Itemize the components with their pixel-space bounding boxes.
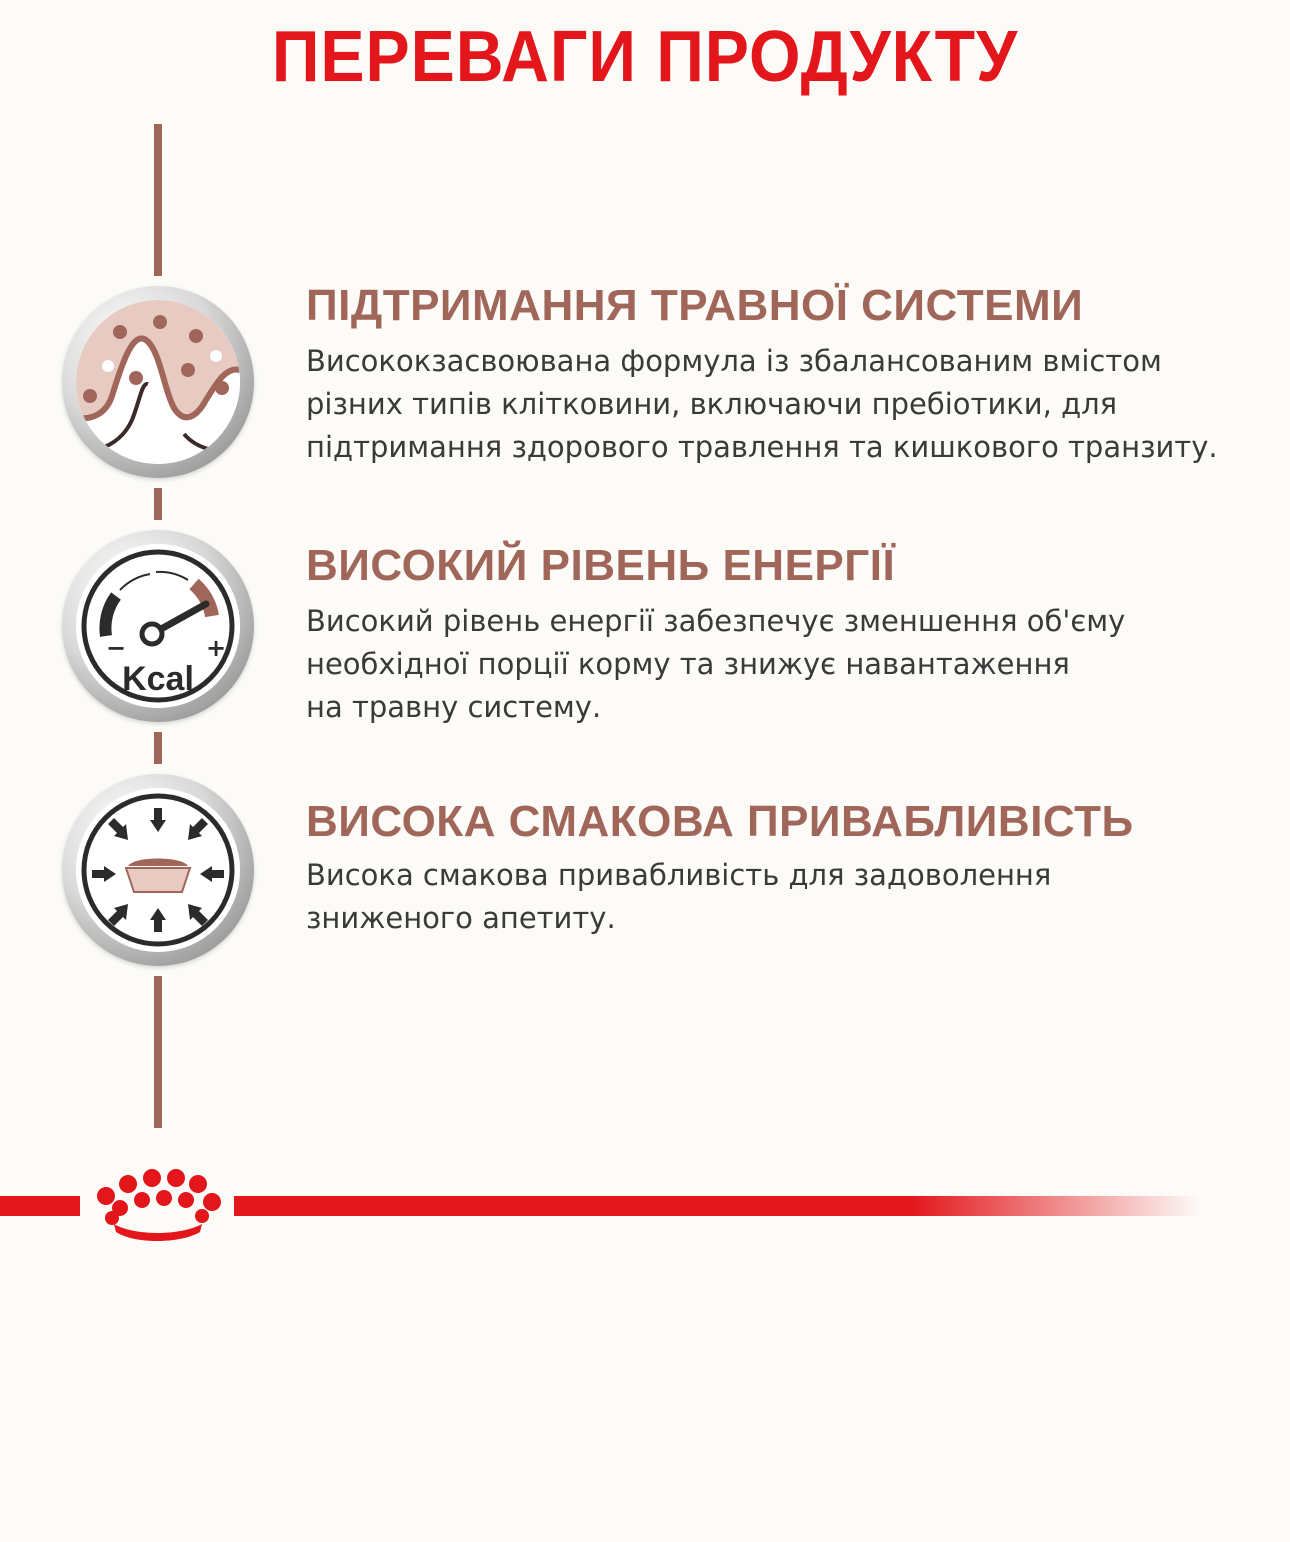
description-line: Висококзасвоювана формула із збалансованим вмістом <box>306 344 1162 378</box>
food-bowl-palatability-icon <box>62 774 254 966</box>
benefit-title-palatability: ВИСОКА СМАКОВА ПРИВАБЛИВІСТЬ <box>306 797 1134 846</box>
description-line: зниженого апетиту. <box>306 901 616 935</box>
description-line: Високий рівень енергії забезпечує зменшення об'єму <box>306 604 1126 638</box>
gauge-plus-sign: + <box>206 634 227 662</box>
description-line: різних типів клітковини, включаючи пребіотики, для <box>306 387 1118 421</box>
benefit-title-digestion: ПІДТРИМАННЯ ТРАВНОЇ СИСТЕМИ <box>306 281 1084 330</box>
timeline-line-top <box>154 124 162 276</box>
timeline-line-bottom <box>154 976 162 1128</box>
brand-line-left <box>0 1196 80 1216</box>
royal-crown-logo <box>90 1166 224 1242</box>
description-line: Висока смакова привабливість для задоволення <box>306 858 1052 892</box>
page-title: ПЕРЕВАГИ ПРОДУКТУ <box>271 17 1019 97</box>
description-line: на травну систему. <box>306 690 602 724</box>
description-line: необхідної порції корму та знижує навантаження <box>306 647 1070 681</box>
brand-line-right <box>234 1196 1200 1216</box>
benefit-description-energy <box>306 600 1266 729</box>
kcal-gauge-icon <box>62 530 254 722</box>
benefit-description-digestion <box>306 340 1266 469</box>
kcal-label: Kcal <box>122 660 194 698</box>
gauge-minus-sign: − <box>106 634 127 662</box>
benefit-description-palatability <box>306 854 1266 940</box>
description-line: підтримання здорового травлення та кишкового транзиту. <box>306 430 1218 464</box>
benefit-title-energy: ВИСОКИЙ РІВЕНЬ ЕНЕРГІЇ <box>306 541 896 590</box>
timeline-line-connector-2 <box>154 732 162 764</box>
timeline-line-connector-1 <box>154 488 162 520</box>
digestive-system-icon <box>62 286 254 478</box>
